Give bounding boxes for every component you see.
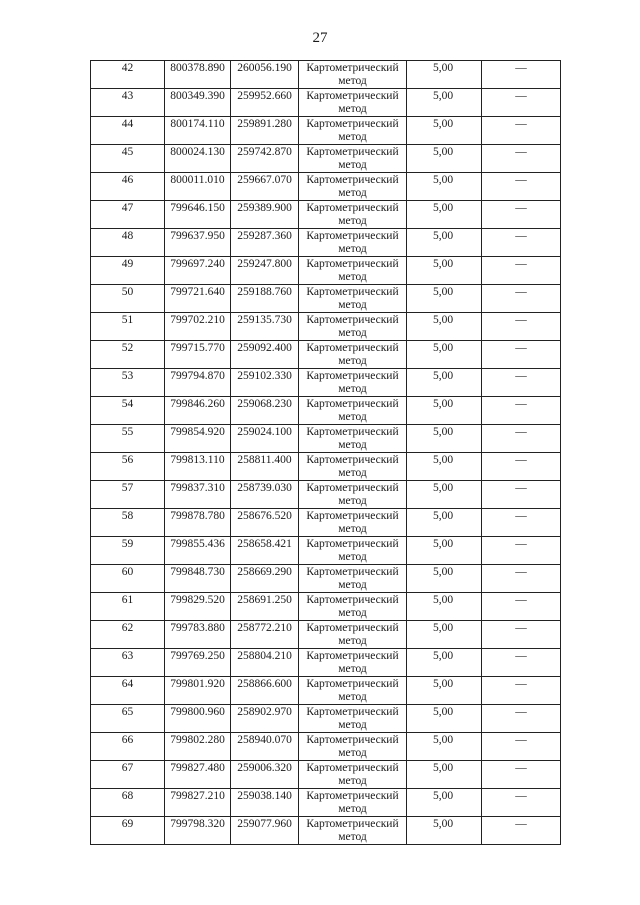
table-row (91, 257, 561, 285)
accuracy-cell: 5,00 (407, 593, 482, 621)
table-row (91, 285, 561, 313)
description-cell: — (482, 229, 561, 257)
description-cell: — (482, 649, 561, 677)
y-coordinate-cell: 259287.360 (231, 229, 299, 257)
description-cell: — (482, 761, 561, 789)
description-cell: — (482, 677, 561, 705)
table-row (91, 313, 561, 341)
description-cell: — (482, 89, 561, 117)
description-cell: — (482, 285, 561, 313)
accuracy-cell: 5,00 (407, 677, 482, 705)
description-cell: — (482, 117, 561, 145)
y-coordinate-cell: 258811.400 (231, 453, 299, 481)
table-row (91, 705, 561, 733)
table-row (91, 145, 561, 173)
table-row (91, 537, 561, 565)
method-cell: Картометрический метод (299, 285, 407, 313)
x-coordinate-cell: 800024.130 (165, 145, 231, 173)
method-cell: Картометрический метод (299, 89, 407, 117)
method-cell: Картометрический метод (299, 453, 407, 481)
description-cell: — (482, 789, 561, 817)
accuracy-cell: 5,00 (407, 705, 482, 733)
method-cell: Картометрический метод (299, 145, 407, 173)
x-coordinate-cell: 799637.950 (165, 229, 231, 257)
point-number-cell: 63 (91, 649, 165, 677)
accuracy-cell: 5,00 (407, 341, 482, 369)
method-cell: Картометрический метод (299, 705, 407, 733)
point-number-cell: 66 (91, 733, 165, 761)
y-coordinate-cell: 259247.800 (231, 257, 299, 285)
y-coordinate-cell: 259068.230 (231, 397, 299, 425)
method-cell: Картометрический метод (299, 229, 407, 257)
method-cell: Картометрический метод (299, 649, 407, 677)
table-row (91, 481, 561, 509)
point-number-cell: 52 (91, 341, 165, 369)
accuracy-cell: 5,00 (407, 397, 482, 425)
table-row (91, 61, 561, 89)
x-coordinate-cell: 799854.920 (165, 425, 231, 453)
x-coordinate-cell: 799801.920 (165, 677, 231, 705)
table-row (91, 817, 561, 845)
page-number: 27 (312, 30, 328, 46)
table-row (91, 565, 561, 593)
table-row (91, 369, 561, 397)
y-coordinate-cell: 258658.421 (231, 537, 299, 565)
description-cell: — (482, 817, 561, 845)
method-cell: Картометрический метод (299, 817, 407, 845)
method-cell: Картометрический метод (299, 201, 407, 229)
y-coordinate-cell: 259024.100 (231, 425, 299, 453)
point-number-cell: 58 (91, 509, 165, 537)
description-cell: — (482, 537, 561, 565)
accuracy-cell: 5,00 (407, 425, 482, 453)
description-cell: — (482, 481, 561, 509)
accuracy-cell: 5,00 (407, 537, 482, 565)
point-number-cell: 47 (91, 201, 165, 229)
y-coordinate-cell: 259135.730 (231, 313, 299, 341)
x-coordinate-cell: 800174.110 (165, 117, 231, 145)
point-number-cell: 53 (91, 369, 165, 397)
x-coordinate-cell: 799855.436 (165, 537, 231, 565)
table-row (91, 89, 561, 117)
accuracy-cell: 5,00 (407, 481, 482, 509)
accuracy-cell: 5,00 (407, 789, 482, 817)
method-cell: Картометрический метод (299, 369, 407, 397)
accuracy-cell: 5,00 (407, 565, 482, 593)
accuracy-cell: 5,00 (407, 509, 482, 537)
y-coordinate-cell: 259006.320 (231, 761, 299, 789)
point-number-cell: 68 (91, 789, 165, 817)
description-cell: — (482, 173, 561, 201)
method-cell: Картометрический метод (299, 61, 407, 89)
x-coordinate-cell: 799878.780 (165, 509, 231, 537)
x-coordinate-cell: 800378.890 (165, 61, 231, 89)
method-cell: Картометрический метод (299, 789, 407, 817)
x-coordinate-cell: 800349.390 (165, 89, 231, 117)
accuracy-cell: 5,00 (407, 761, 482, 789)
x-coordinate-cell: 799829.520 (165, 593, 231, 621)
accuracy-cell: 5,00 (407, 817, 482, 845)
point-number-cell: 56 (91, 453, 165, 481)
table-row (91, 397, 561, 425)
x-coordinate-cell: 799794.870 (165, 369, 231, 397)
description-cell: — (482, 453, 561, 481)
x-coordinate-cell: 799646.150 (165, 201, 231, 229)
y-coordinate-cell: 260056.190 (231, 61, 299, 89)
x-coordinate-cell: 799846.260 (165, 397, 231, 425)
x-coordinate-cell: 799827.210 (165, 789, 231, 817)
point-number-cell: 61 (91, 593, 165, 621)
y-coordinate-cell: 259038.140 (231, 789, 299, 817)
accuracy-cell: 5,00 (407, 649, 482, 677)
method-cell: Картометрический метод (299, 257, 407, 285)
method-cell: Картометрический метод (299, 481, 407, 509)
accuracy-cell: 5,00 (407, 313, 482, 341)
table-row (91, 509, 561, 537)
description-cell: — (482, 369, 561, 397)
point-number-cell: 67 (91, 761, 165, 789)
y-coordinate-cell: 258772.210 (231, 621, 299, 649)
table-row (91, 453, 561, 481)
coordinates-table-body (91, 61, 561, 845)
point-number-cell: 60 (91, 565, 165, 593)
accuracy-cell: 5,00 (407, 61, 482, 89)
accuracy-cell: 5,00 (407, 173, 482, 201)
accuracy-cell: 5,00 (407, 117, 482, 145)
table-row (91, 761, 561, 789)
method-cell: Картометрический метод (299, 313, 407, 341)
x-coordinate-cell: 799813.110 (165, 453, 231, 481)
x-coordinate-cell: 799697.240 (165, 257, 231, 285)
method-cell: Картометрический метод (299, 565, 407, 593)
accuracy-cell: 5,00 (407, 621, 482, 649)
accuracy-cell: 5,00 (407, 369, 482, 397)
table-row (91, 117, 561, 145)
coordinates-table (90, 60, 561, 845)
x-coordinate-cell: 799800.960 (165, 705, 231, 733)
method-cell: Картометрический метод (299, 537, 407, 565)
method-cell: Картометрический метод (299, 593, 407, 621)
method-cell: Картометрический метод (299, 509, 407, 537)
description-cell: — (482, 201, 561, 229)
accuracy-cell: 5,00 (407, 89, 482, 117)
table-row (91, 201, 561, 229)
table-row (91, 621, 561, 649)
point-number-cell: 42 (91, 61, 165, 89)
y-coordinate-cell: 258739.030 (231, 481, 299, 509)
x-coordinate-cell: 800011.010 (165, 173, 231, 201)
x-coordinate-cell: 799848.730 (165, 565, 231, 593)
method-cell: Картометрический метод (299, 733, 407, 761)
description-cell: — (482, 341, 561, 369)
point-number-cell: 44 (91, 117, 165, 145)
accuracy-cell: 5,00 (407, 733, 482, 761)
point-number-cell: 51 (91, 313, 165, 341)
y-coordinate-cell: 259092.400 (231, 341, 299, 369)
y-coordinate-cell: 258804.210 (231, 649, 299, 677)
method-cell: Картометрический метод (299, 677, 407, 705)
accuracy-cell: 5,00 (407, 229, 482, 257)
point-number-cell: 45 (91, 145, 165, 173)
description-cell: — (482, 397, 561, 425)
description-cell: — (482, 61, 561, 89)
x-coordinate-cell: 799802.280 (165, 733, 231, 761)
description-cell: — (482, 733, 561, 761)
table-row (91, 173, 561, 201)
x-coordinate-cell: 799702.210 (165, 313, 231, 341)
point-number-cell: 50 (91, 285, 165, 313)
table-row (91, 733, 561, 761)
x-coordinate-cell: 799798.320 (165, 817, 231, 845)
y-coordinate-cell: 258669.290 (231, 565, 299, 593)
accuracy-cell: 5,00 (407, 201, 482, 229)
point-number-cell: 49 (91, 257, 165, 285)
y-coordinate-cell: 258940.070 (231, 733, 299, 761)
description-cell: — (482, 705, 561, 733)
point-number-cell: 64 (91, 677, 165, 705)
description-cell: — (482, 509, 561, 537)
method-cell: Картометрический метод (299, 173, 407, 201)
x-coordinate-cell: 799827.480 (165, 761, 231, 789)
table-row (91, 425, 561, 453)
method-cell: Картометрический метод (299, 341, 407, 369)
table-row (91, 341, 561, 369)
point-number-cell: 59 (91, 537, 165, 565)
accuracy-cell: 5,00 (407, 285, 482, 313)
table-row (91, 677, 561, 705)
x-coordinate-cell: 799715.770 (165, 341, 231, 369)
description-cell: — (482, 425, 561, 453)
y-coordinate-cell: 259077.960 (231, 817, 299, 845)
method-cell: Картометрический метод (299, 425, 407, 453)
y-coordinate-cell: 258902.970 (231, 705, 299, 733)
method-cell: Картометрический метод (299, 621, 407, 649)
x-coordinate-cell: 799837.310 (165, 481, 231, 509)
y-coordinate-cell: 259742.870 (231, 145, 299, 173)
table-row (91, 649, 561, 677)
point-number-cell: 55 (91, 425, 165, 453)
x-coordinate-cell: 799769.250 (165, 649, 231, 677)
method-cell: Картометрический метод (299, 397, 407, 425)
y-coordinate-cell: 258691.250 (231, 593, 299, 621)
table-row (91, 229, 561, 257)
point-number-cell: 57 (91, 481, 165, 509)
point-number-cell: 46 (91, 173, 165, 201)
y-coordinate-cell: 258676.520 (231, 509, 299, 537)
table-row (91, 593, 561, 621)
y-coordinate-cell: 259102.330 (231, 369, 299, 397)
description-cell: — (482, 145, 561, 173)
accuracy-cell: 5,00 (407, 145, 482, 173)
point-number-cell: 54 (91, 397, 165, 425)
y-coordinate-cell: 259891.280 (231, 117, 299, 145)
description-cell: — (482, 621, 561, 649)
y-coordinate-cell: 259667.070 (231, 173, 299, 201)
method-cell: Картометрический метод (299, 761, 407, 789)
description-cell: — (482, 257, 561, 285)
point-number-cell: 48 (91, 229, 165, 257)
point-number-cell: 43 (91, 89, 165, 117)
table-row (91, 789, 561, 817)
y-coordinate-cell: 259389.900 (231, 201, 299, 229)
accuracy-cell: 5,00 (407, 453, 482, 481)
point-number-cell: 62 (91, 621, 165, 649)
description-cell: — (482, 313, 561, 341)
accuracy-cell: 5,00 (407, 257, 482, 285)
x-coordinate-cell: 799721.640 (165, 285, 231, 313)
y-coordinate-cell: 258866.600 (231, 677, 299, 705)
point-number-cell: 69 (91, 817, 165, 845)
description-cell: — (482, 593, 561, 621)
y-coordinate-cell: 259188.760 (231, 285, 299, 313)
description-cell: — (482, 565, 561, 593)
method-cell: Картометрический метод (299, 117, 407, 145)
y-coordinate-cell: 259952.660 (231, 89, 299, 117)
x-coordinate-cell: 799783.880 (165, 621, 231, 649)
point-number-cell: 65 (91, 705, 165, 733)
